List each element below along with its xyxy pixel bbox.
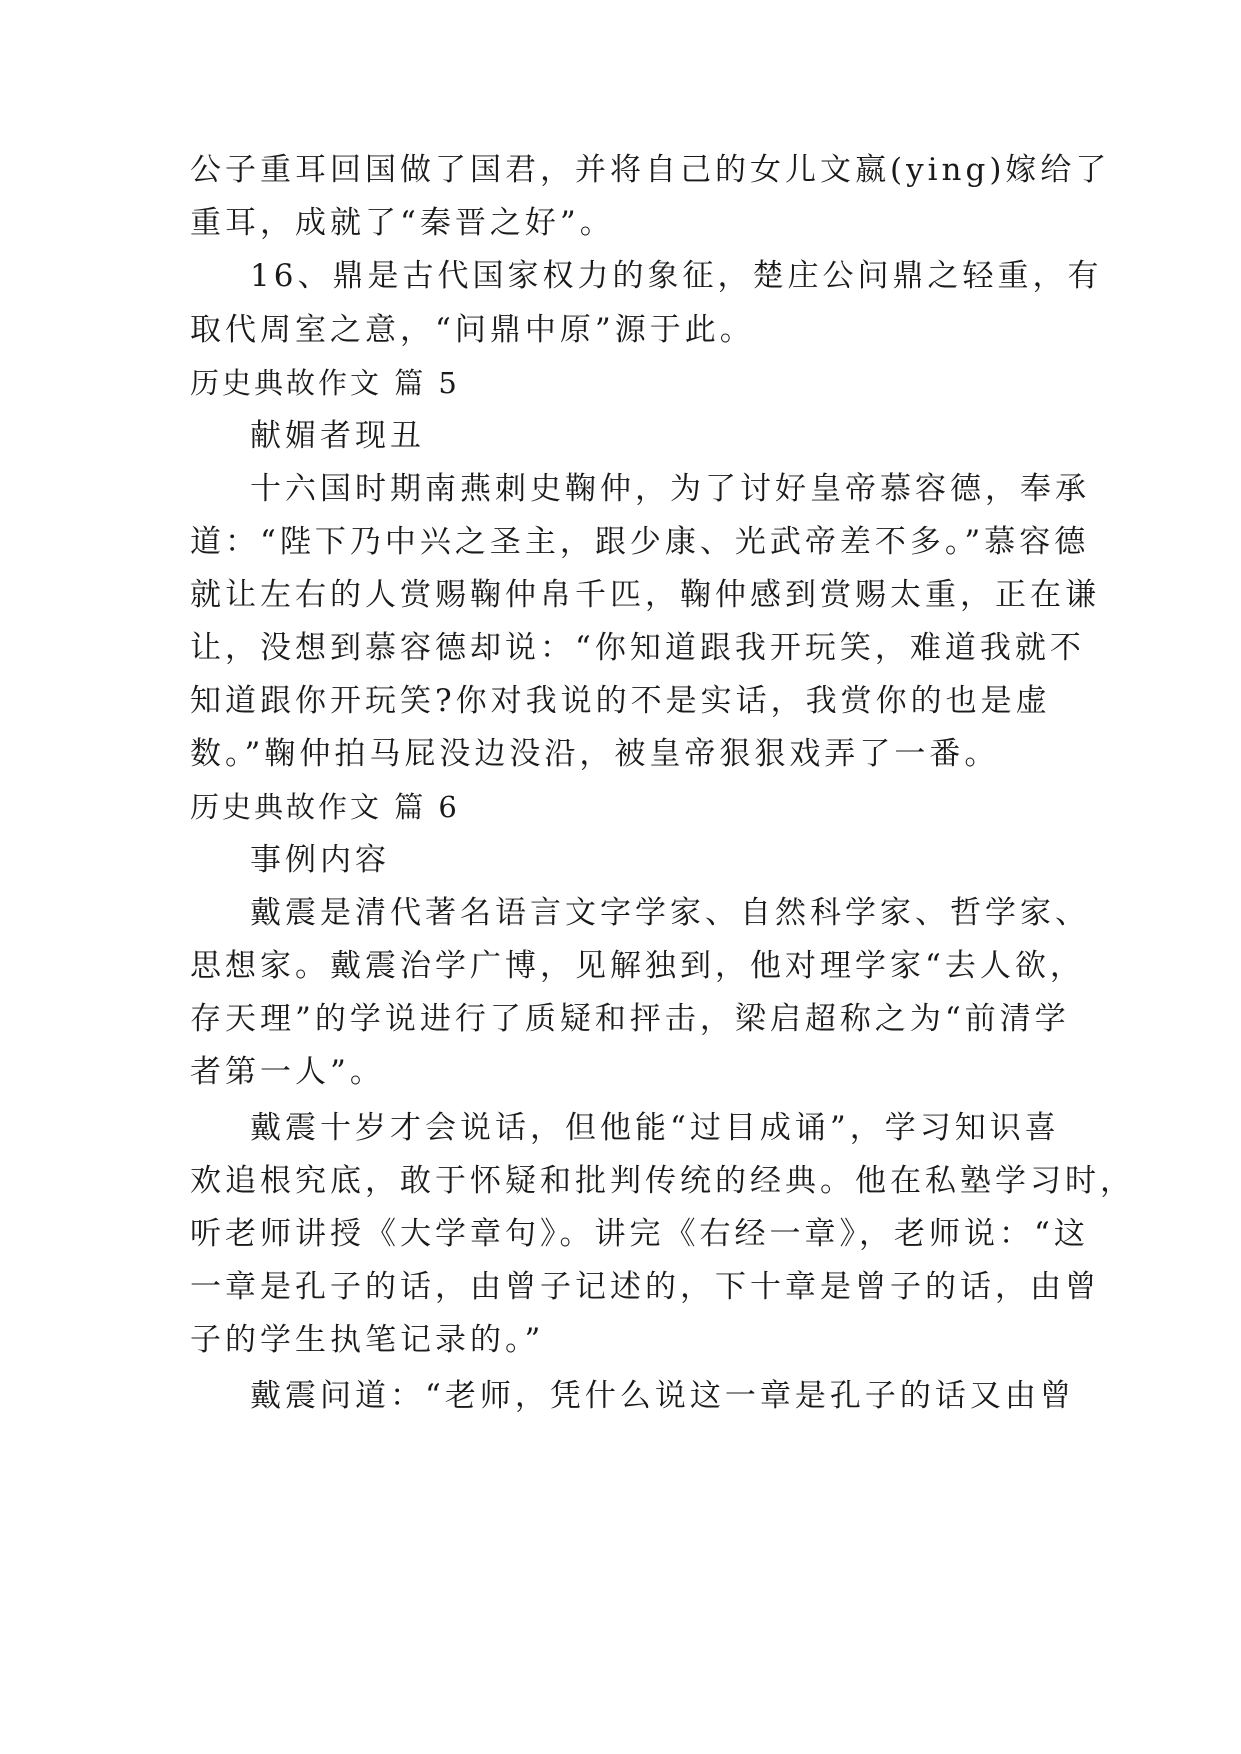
- paragraph-line: 戴震是清代著名语言文字学家、自然科学家、哲学家、: [250, 895, 1090, 931]
- paragraph-line: 戴震十岁才会说话，但他能“过目成诵”，学习知识喜: [250, 1110, 1060, 1146]
- paragraph-line: 戴震问道：“老师，凭什么说这一章是孔子的话又由曾: [250, 1378, 1075, 1414]
- paragraph-line: 听老师讲授《大学章句》。讲完《右经一章》，老师说：“这: [190, 1216, 1089, 1252]
- paragraph-line: 十六国时期南燕刺史鞠仲，为了讨好皇帝慕容德，奉承: [250, 471, 1090, 507]
- paragraph-line: 知道跟你开玩笑?你对我说的不是实话，我赏你的也是虚: [190, 683, 1051, 719]
- paragraph-line: 一章是孔子的话，由曾子记述的，下十章是曾子的话，由曾: [190, 1269, 1100, 1305]
- paragraph-line: 者第一人”。: [190, 1054, 385, 1090]
- paragraph-line: 道：“陛下乃中兴之圣主，跟少康、光武帝差不多。”慕容德: [190, 524, 1090, 560]
- paragraph-line: 思想家。戴震治学广博，见解独到，他对理学家“去人欲，: [190, 948, 1085, 984]
- paragraph-line: 数。”鞠仲拍马屁没边没沿，被皇帝狠狠戏弄了一番。: [190, 736, 1000, 772]
- section-heading: 历史典故作文 篇 5: [190, 366, 460, 400]
- subsection-title: 事例内容: [250, 842, 390, 878]
- paragraph-line: 欢追根究底，敢于怀疑和批判传统的经典。他在私塾学习时，: [190, 1163, 1135, 1199]
- paragraph-line: 让，没想到慕容德却说：“你知道跟我开玩笑，难道我就不: [190, 630, 1085, 666]
- paragraph-line: 就让左右的人赏赐鞠仲帛千匹，鞠仲感到赏赐太重，正在谦: [190, 577, 1100, 613]
- paragraph-line: 取代周室之意，“问鼎中原”源于此。: [190, 312, 755, 348]
- paragraph-line: 存天理”的学说进行了质疑和抨击，梁启超称之为“前清学: [190, 1001, 1070, 1037]
- section-heading: 历史典故作文 篇 6: [190, 790, 460, 824]
- paragraph-line: 重耳，成就了“秦晋之好”。: [190, 205, 615, 241]
- subsection-title: 献媚者现丑: [250, 418, 425, 454]
- paragraph-line: 公子重耳回国做了国君，并将自己的女儿文嬴(ying)嫁给了: [190, 152, 1111, 188]
- paragraph-line: 16、鼎是古代国家权力的象征，楚庄公问鼎之轻重，有: [250, 258, 1103, 294]
- paragraph-line: 子的学生执笔记录的。”: [190, 1322, 545, 1358]
